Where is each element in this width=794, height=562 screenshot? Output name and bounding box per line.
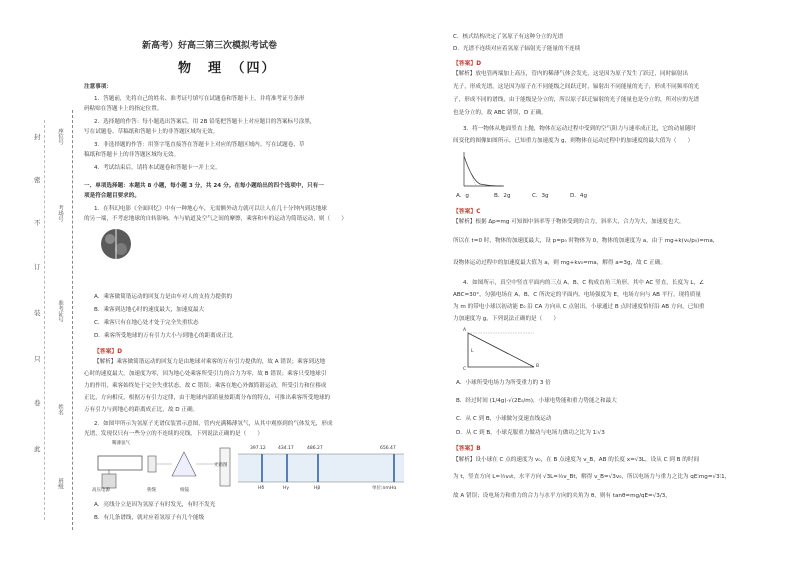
side-char: 装: [34, 309, 41, 317]
q2-fig-label-prism: 棱镜: [180, 488, 189, 493]
q2-stem: 2．如图甲所示为氢原子光谱仪装置示意图，管内充满稀薄氢气，从其中观察到的气体发光，形成: [94, 421, 333, 427]
note-line: 3．非选择题的作答：用签字笔直接答在答题卡上对应的答题区域内。写在试题卷、草: [94, 142, 305, 148]
q2-fig-label-gas: 稀薄氢气: [112, 441, 130, 446]
q2-fig-wavelength: 434.17: [278, 446, 294, 451]
q4-stem: 为 m 的带电小球以初动能 E₀ 沿 CA 方向从 C 点射出，小球通过 B 点时速度恰好沿 AB 方向，已知重: [453, 304, 705, 310]
q2-fig-label-spectrum: 光谱图: [214, 463, 228, 468]
q2-analysis: 光子，形成光谱，这是因为原子在不同能级之间跃迁时，辐射出不同能量的光子，形成不同频率的光: [453, 84, 700, 90]
q1-analysis: 力的作用，乘客始终处于完全失重状态，故 C 错误；乘客在地心外做简谐运动，所受引力和位移成: [84, 383, 327, 389]
q4-stem: ABC=30°，匀强电场在 A、B、C 所决定的平面内，电场强度为 E，电场方向与 AB 平行。现将质量: [453, 292, 701, 298]
q2-option: C．核式结构决定了氢原子有这种分立的光谱: [453, 34, 564, 40]
q1-analysis: 【解析】乘客做简谐运动的回复力是由地球对乘客的万有引力提供的，故 A 错误；乘客到达地: [94, 359, 326, 365]
q4-fig-label-c: C: [463, 367, 467, 372]
q3-analysis: 【解析】根据 Δp=mg 可知图中斜率等于物体受到的合力，斜率大，合力为大，加速度也大，: [453, 219, 685, 225]
q1-option: C．乘客只有在地心处才处于完全失重状态: [94, 320, 199, 326]
q3-analysis: 所以在 t=0 时，物体的加速度最大，设 p=p₀ 时物体为 0，物体的加速度为 a，由于 mg+k(v₀/p₀)=ma，: [453, 238, 719, 244]
q4-answer: 【答案】B: [453, 446, 481, 452]
side-char: 不: [34, 219, 41, 227]
q3-option: A．g: [456, 193, 469, 199]
q4-fig-label-b: B: [536, 364, 540, 369]
q1-analysis: 心时的速度最大，加速度为零，因为地心处乘客所受引力的合力为零，故 B 错误；乘客只受地球引: [84, 371, 327, 377]
q2-fig-line-label: Hα: [390, 486, 397, 491]
section-heading-2: 项是符合题目要求的。: [84, 193, 140, 199]
q4-fig-label-l: L: [471, 349, 474, 354]
q2-stem: 光谱，发现仅只有一些分立的不连续的亮线，下列说法正确的是（ ）: [84, 431, 264, 437]
q3-option: D．4g: [570, 193, 588, 199]
q4-stem: 力加速度为 g，下列说法正确的是（ ）: [453, 316, 560, 322]
subject-title: 物 理 （四）: [178, 61, 277, 76]
q3-option: C．3g: [532, 193, 549, 199]
q2-option: A．亮线分立是因为氢原子有时发光，有时不发光: [94, 502, 216, 508]
note-line: 写在试题卷、草稿纸和答题卡上的非答题区域均无效。: [84, 129, 219, 135]
q2-fig-line-label: Hγ: [283, 486, 290, 491]
q4-option: A．小球所受电场力为所受重力的 3 倍: [456, 380, 551, 386]
q4-analysis: 故 A 错误；设电场力和重力的合力与水平方向的夹角为 θ，则有 tanθ=mg/qE=√3/3，: [453, 493, 671, 499]
q4-analysis: 为 t，竖直方向 L=½v₀t，水平方向 √3L=½v_Bt，解得 v_B=√3v₀，所以电场力与重力之比为 qE∶mg=√3∶1，: [453, 474, 731, 480]
side-char: 只: [34, 355, 41, 363]
q2-fig-line-label: Hβ: [314, 486, 321, 491]
q2-answer: 【答案】D: [453, 61, 481, 67]
q4-analysis: 【解析】设小球在 C 点的速度为 v₀，在 B 点速度为 v_B，AB 的长度 x=√3L，设从 C 到 B 的时间: [453, 457, 700, 463]
field-ticket-no: 准考证号: [57, 300, 63, 322]
note-line: 码粘贴在答题卡上的指定位置。: [84, 106, 163, 112]
q3-analysis: 设物体运动过程中的加速度最大值为 a，则 mg+kv₀=ma，解得 a=3g，故 C 正确。: [453, 260, 666, 266]
q2-fig-wavelength: 486.27: [307, 446, 323, 451]
side-char: 此: [34, 445, 41, 453]
binding-dashed-line-2: [44, 120, 45, 520]
q2-fig-unit: 单位:nm: [372, 486, 390, 491]
q1-analysis: 万有引力与到地心的距离成正比，故 D 正确。: [84, 407, 199, 413]
field-name: 姓名: [57, 404, 63, 415]
q4-option: C．从 C 到 B，小球做匀变速直线运动: [456, 416, 552, 422]
side-char: 卷: [34, 399, 41, 407]
q3-option: B．2g: [494, 193, 511, 199]
q3-momentum-graph: [460, 150, 506, 190]
side-char: 订: [34, 263, 41, 271]
q4-option: B．经过时间 (1/4g)·√(2E₀/m)，小球电势能和重力势能之和最大: [456, 398, 617, 404]
q1-analysis: 正比，方向相反，根据万有引力定律，由于地球内部质量按距离分布的特点，可推出乘客所受地球的: [84, 395, 331, 401]
q3-stem: 间变化的图像如图所示，已知重力加速度为 g，则物体在运动过程中的加速度的最大值为（ ）: [453, 138, 694, 144]
note-line: 4．考试结束后，请将本试题卷和答题卡一并上交。: [94, 165, 221, 171]
q1-option: D．乘客所受地球的万有引力大小与到地心的距离成正比: [94, 333, 233, 339]
q2-fig-wavelength: 656.47: [380, 446, 396, 451]
q1-earth-figure: [96, 227, 136, 261]
field-class: 班级: [57, 478, 63, 489]
q2-fig-label-power: 高压电源: [92, 488, 110, 493]
field-seat-no: 座位号: [57, 128, 63, 145]
q2-fig-label-slit: 狭缝: [147, 488, 156, 493]
q2-analysis: 子，形成不同的谱线，由于能级是分立的，所以原子跃迁辐射的光子能量也是分立的，所对应的光谱: [453, 97, 700, 103]
side-char: 封: [34, 133, 41, 141]
note-line: 2．选择题的作答：每小题选出答案后，用 2B 铅笔把答题卡上对应题目的答案标号涂黑，: [94, 119, 316, 125]
q3-answer: 【答案】C: [453, 209, 481, 215]
q4-option: D．从 C 到 B，小球克服重力做功与电场力做功之比为 1∶√3: [456, 430, 605, 436]
q2-fig-wavelength: 397.12: [250, 446, 266, 451]
q1-answer: 【答案】D: [94, 349, 122, 355]
q2-option: B．有几条谱线，就对应着氢原子有几个能级: [94, 515, 205, 521]
notes-heading: 注意事项：: [84, 84, 112, 90]
side-char: 密: [34, 176, 41, 184]
note-line: 1．答题前，先将自己的姓名、准考证号填写在试题卷和答题卡上，并将准考证号条形: [94, 96, 305, 102]
note-line: 稿纸和答题卡上的非答题区域均无效。: [84, 152, 180, 158]
field-room-no: 考场号: [57, 205, 63, 222]
q4-fig-label-a: A: [463, 328, 467, 333]
q2-analysis: 【解析】放电管两端加上高压，管内的稀薄气体会发光，这是因为原子发生了跃迁，同时辐射出: [453, 71, 688, 77]
q4-stem: 4．如图所示，真空中竖直平面内的三点 A、B、C 构成直角三角形，其中 AC 竖直，长度为 L，∠: [463, 280, 705, 286]
q1-option: A．乘客做简谐运动的回复力是由车对人的支持力提供的: [94, 294, 233, 300]
exam-title: 新高考）好高三第三次模拟考试卷: [142, 41, 278, 51]
q3-stem: 3．将一物体从地面竖直上抛，物体在运动过程中受到的空气阻力与速率成正比，它的动量随时: [463, 126, 696, 132]
q1-stem: 1．在科幻电影《全面回忆》中有一种地心车，无需额外动力就可以让人在几十分钟内到达地球: [94, 206, 327, 212]
q1-stem: 的另一端，不考虑地球的自转影响、车与轨道及空气之间的摩擦，乘客和车的运动为简谐运动，则（ ）: [84, 216, 347, 222]
binding-dashed-line: [72, 110, 73, 530]
q2-fig-line-label: Hδ: [258, 486, 265, 491]
q2-analysis: 也是分立的，故 ABC 错误，D 正确。: [453, 110, 547, 116]
q1-option: B．乘客到达地心时的速度最大，加速度最大: [94, 307, 205, 313]
q2-option: D．光谱不连续对应着氢原子辐射光子能量的不连续: [453, 46, 581, 52]
section-heading: 一、单项选择题：本题共 8 小题，每小题 3 分，共 24 分。在每小题给出的四个选项中，只有一: [84, 183, 324, 189]
